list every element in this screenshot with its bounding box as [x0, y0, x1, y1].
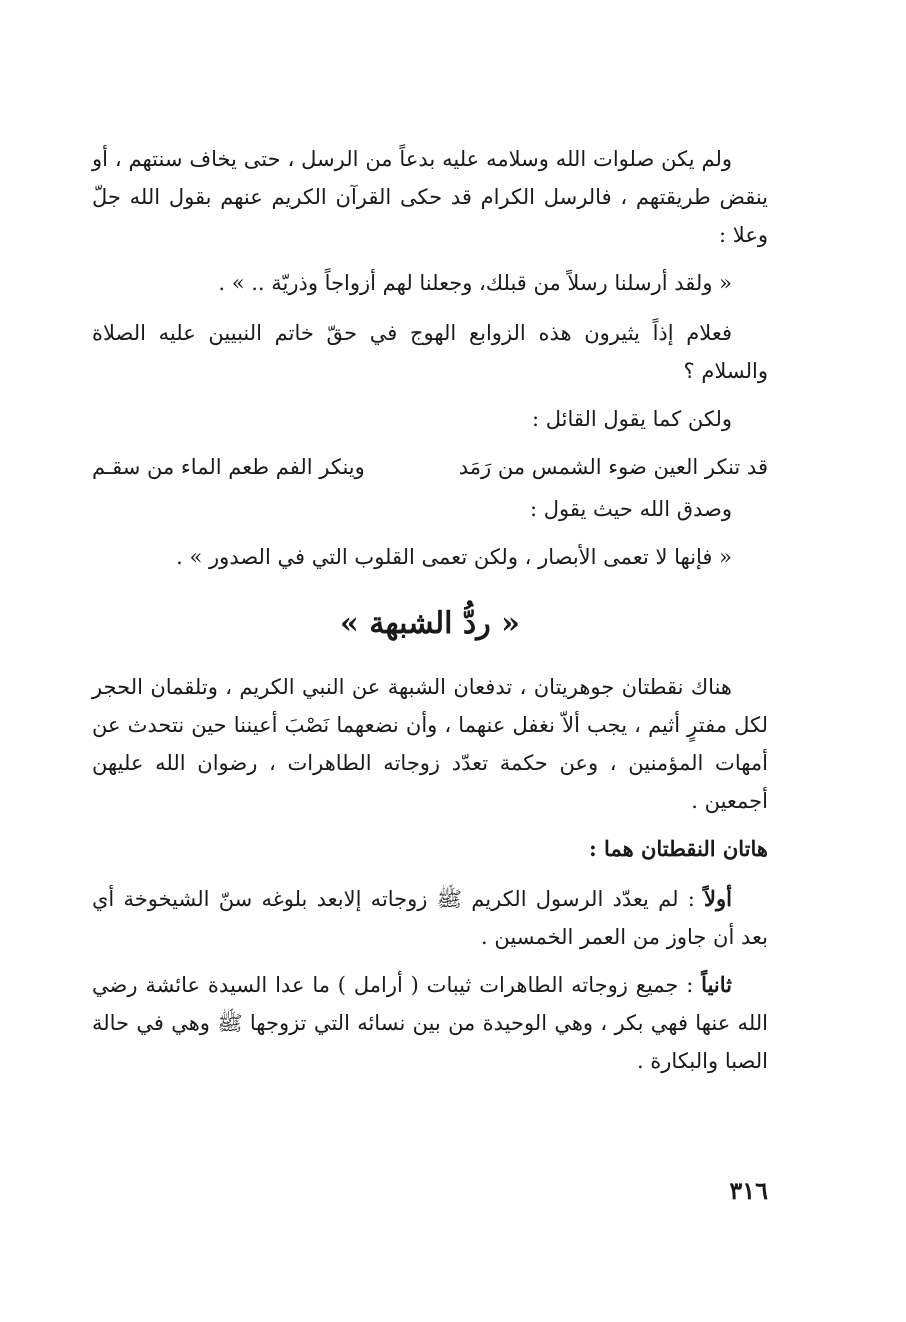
- section-heading: « ردُّ الشبهة »: [340, 606, 520, 641]
- paragraph-3: ولكن كما يقول القائل :: [531, 407, 732, 431]
- paragraph-1: ولم يكن صلوات الله وسلامه عليه بدعاً من الرسل ، حتى يخاف سنتهم ، أو ينقض طريقتهم ، فالرسل الكرام قد حكى القرآن الكريم عنهم بقول الله جلّ وعلا :: [92, 147, 768, 247]
- point-first-text: : لم يعدّد الرسول الكريم ﷺ زوجاته إلابعد بلوغه سنّ الشيخوخة أي بعد أن جاوز من العمر الخمسين .: [92, 887, 768, 949]
- points-subheading: هاتان النقطتان هما :: [588, 836, 768, 861]
- paragraph-4: وصدق الله حيث يقول :: [529, 497, 732, 521]
- point-second: [92, 966, 768, 1080]
- point-second-lead: ثانياً: [701, 972, 732, 997]
- paragraph-2: فعلام إذاً يثيرون هذه الزوابع الهوج في حقّ خاتم النبيين عليه الصلاة والسلام ؟: [92, 321, 768, 383]
- poetry-verse: [92, 448, 768, 486]
- verse-first-hemistich: قد تنكر العين ضوء الشمس من رَمَد: [458, 455, 768, 479]
- point-second-text: : جميع زوجاته الطاهرات ثيبات ( أرامل ) ما عدا السيدة عائشة رضي الله عنها فهي بكر ، وهي الوحيدة من بين نسائه التي تزوجها ﷺ وهي في حالة الصبا والبكارة .: [92, 973, 768, 1073]
- paragraph-5: هناك نقطتان جوهريتان ، تدفعان الشبهة عن النبي الكريم ، وتلقمان الحجر لكل مفترٍ أثيم ، يجب ألاّ نغفل عنهما ، وأن نضعهما نَصْبَ أعيننا حين نتحدث عن أمهات المؤمنين ، وعن حكمة تعدّد زوجاته الطاهرات ، رضوان الله عليهن أجمعين .: [92, 675, 768, 813]
- page-body: [92, 140, 768, 1090]
- page-number: ٣١٦: [729, 1176, 768, 1205]
- quran-quote-2: « فإنها لا تعمى الأبصار ، ولكن تعمى القلوب التي في الصدور » .: [176, 545, 732, 569]
- quran-quote-1: « ولقد أرسلنا رسلاً من قبلك، وجعلنا لهم أزواجاً وذريّة .. » .: [218, 271, 732, 295]
- verse-second-hemistich: وينكر الفم طعم الماء من سقـم: [92, 455, 365, 479]
- point-first: [92, 880, 768, 956]
- point-first-lead: أولاً: [704, 886, 732, 911]
